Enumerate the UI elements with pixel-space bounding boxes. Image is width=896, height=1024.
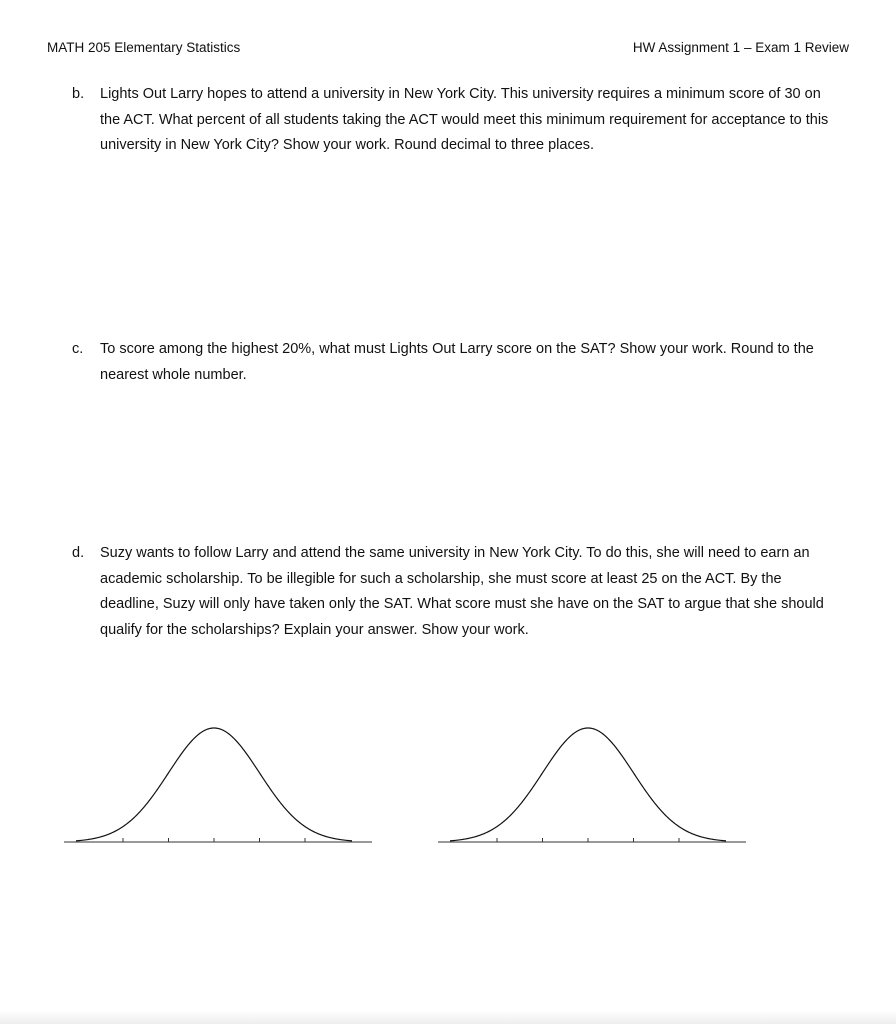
question-letter: c.: [72, 341, 84, 357]
question-letter: d.: [72, 545, 85, 561]
normal-curve-left: [62, 712, 374, 852]
question-text: Lights Out Larry hopes to attend a university in New York City. This university requires a minimum score of 30 on the ACT. What percent of all students taking the ACT would meet this minimum requirement for acceptance to this university in New York City? Show your work. Round decimal to three places.: [100, 86, 829, 153]
assignment-title: HW Assignment 1 – Exam 1 Review: [632, 40, 849, 55]
question-text: Suzy wants to follow Larry and attend the same university in New York City. To do this, she will need to earn an academic scholarship. To be illegible for such a scholarship, she must score at least 25 on the ACT. By the deadline, Suzy will only have taken only the SAT. What score must she have on the SAT to argue that she should qualify for the scholarships? Explain your answer. Show your work.: [100, 545, 824, 638]
question-letter: b.: [72, 86, 85, 102]
bell-curve: [450, 728, 726, 841]
question-c: [72, 337, 832, 388]
question-d: [72, 541, 832, 643]
normal-curve-right: [436, 712, 748, 852]
question-b: [72, 82, 832, 159]
bell-curve: [76, 728, 352, 841]
page-bottom-edge: [0, 1010, 896, 1024]
course-title: MATH 205 Elementary Statistics: [47, 40, 241, 55]
question-text: To score among the highest 20%, what must Lights Out Larry score on the SAT? Show your work. Round to the nearest whole number.: [100, 341, 814, 383]
